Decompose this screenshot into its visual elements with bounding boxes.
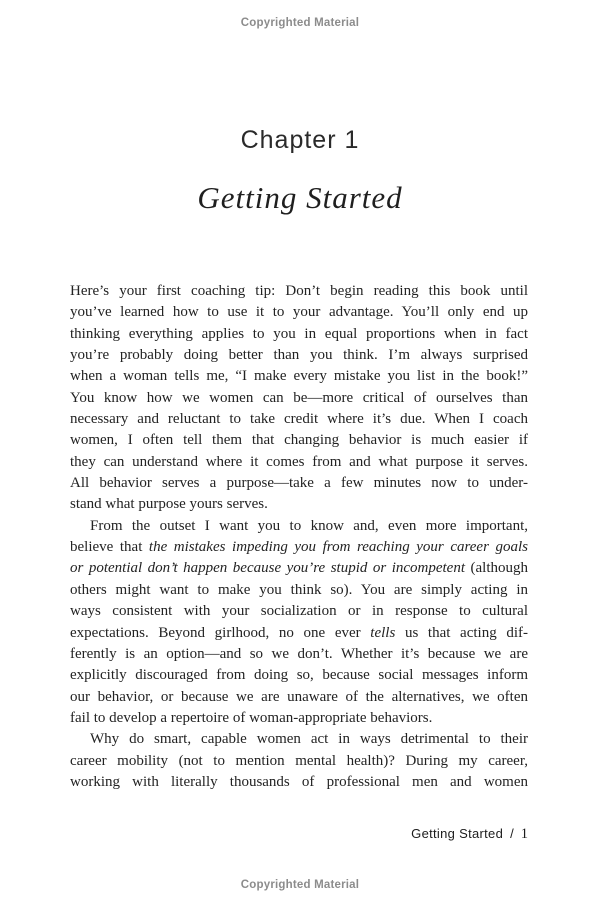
- body-line: [70, 430, 528, 451]
- body-line: [70, 751, 528, 772]
- body-line: [70, 687, 528, 708]
- body-line: [70, 601, 528, 622]
- body-line: [70, 388, 528, 409]
- body-line: [70, 324, 528, 345]
- body-text-segment: ferently is an option—and so we don’t. Whether it’s because we are: [70, 645, 528, 662]
- copyright-notice-top: Copyrighted Material: [240, 17, 360, 29]
- body-text-segment: thinking everything applies to you in equal proportions when in fact: [70, 325, 528, 342]
- body-text-italic-segment: or potential don’t happen because you’re stupid or incompetent: [70, 560, 466, 577]
- body-line: [70, 665, 528, 686]
- body-line: [70, 366, 528, 387]
- page-footer: [70, 825, 528, 843]
- body-line: [70, 281, 528, 302]
- footer-separator: /: [510, 826, 514, 841]
- body-text-segment: From the outset I want you to know and, even more important,: [90, 517, 528, 534]
- body-text-segment: our behavior, or because we are unaware of the alternatives, we often: [70, 688, 528, 705]
- body-text-segment: All behavior serves a purpose—take a few minutes now to under-: [70, 475, 528, 492]
- body-text-segment: expectations. Beyond girlhood, no one ever: [70, 624, 371, 641]
- body-line: [70, 452, 528, 473]
- body-text-segment: when a woman tells me, “I make every mistake you list in the book!”: [70, 368, 528, 385]
- chapter-title: Getting Started: [197, 180, 403, 215]
- body-line: [70, 302, 528, 323]
- body-text-segment: stand what purpose yours serves.: [70, 496, 268, 513]
- body-text-italic-segment: the mistakes impeding you from reaching your career goals: [148, 539, 528, 556]
- footer-page-number: 1: [520, 826, 528, 842]
- body-text-segment: believe that: [70, 539, 149, 556]
- body-text-segment: Here’s your first coaching tip: Don’t begin reading this book until: [70, 283, 528, 299]
- body-text-segment: us that acting dif-: [395, 624, 529, 641]
- body-text-segment: Why do smart, capable women act in ways detrimental to their: [90, 731, 528, 748]
- body-line: [70, 708, 528, 729]
- footer-section-title: Getting Started: [411, 826, 504, 841]
- body-text-segment: career mobility (not to mention mental health)? During my career,: [70, 752, 528, 769]
- copyright-notice-bottom: Copyrighted Material: [240, 879, 360, 891]
- body-text-segment: (although: [465, 560, 528, 577]
- body-text-segment: explicitly discouraged from doing so, because social messages inform: [70, 667, 528, 684]
- body-text-segment: working with literally thousands of professional men and women: [70, 773, 528, 790]
- body-text: [70, 281, 528, 793]
- body-line: [70, 644, 528, 665]
- body-text-segment: necessary and reluctant to take credit where it’s due. When I coach: [70, 411, 528, 428]
- body-line: [70, 409, 528, 430]
- body-line: [70, 772, 528, 793]
- body-text-italic-segment: tells: [370, 624, 396, 641]
- body-text-segment: you’ve learned how to use it to your advantage. You’ll only end up: [70, 304, 528, 321]
- body-line: [70, 473, 528, 494]
- body-text-segment: fail to develop a repertoire of woman-appropriate behaviors.: [70, 709, 433, 726]
- body-line: [70, 494, 528, 515]
- body-text-segment: You know how we women can be—more critical of ourselves than: [70, 389, 528, 406]
- body-text-segment: others might want to make you think so). You are simply acting in: [70, 581, 528, 598]
- body-line: [70, 729, 528, 750]
- body-line: [70, 537, 528, 558]
- body-line: [70, 580, 528, 601]
- body-line: [70, 345, 528, 366]
- body-text-segment: they can understand where it comes from and what purpose it serves.: [70, 453, 528, 470]
- body-text-segment: ways consistent with your socialization or in response to cultural: [70, 603, 528, 620]
- chapter-label: Chapter 1: [240, 126, 360, 154]
- body-text-segment: women, I often tell them that changing behavior is much easier if: [70, 432, 528, 449]
- body-line: [70, 623, 528, 644]
- body-line: [70, 516, 528, 537]
- body-line: [70, 558, 528, 579]
- body-text-segment: you’re probably doing better than you think. I’m always surprised: [70, 347, 528, 364]
